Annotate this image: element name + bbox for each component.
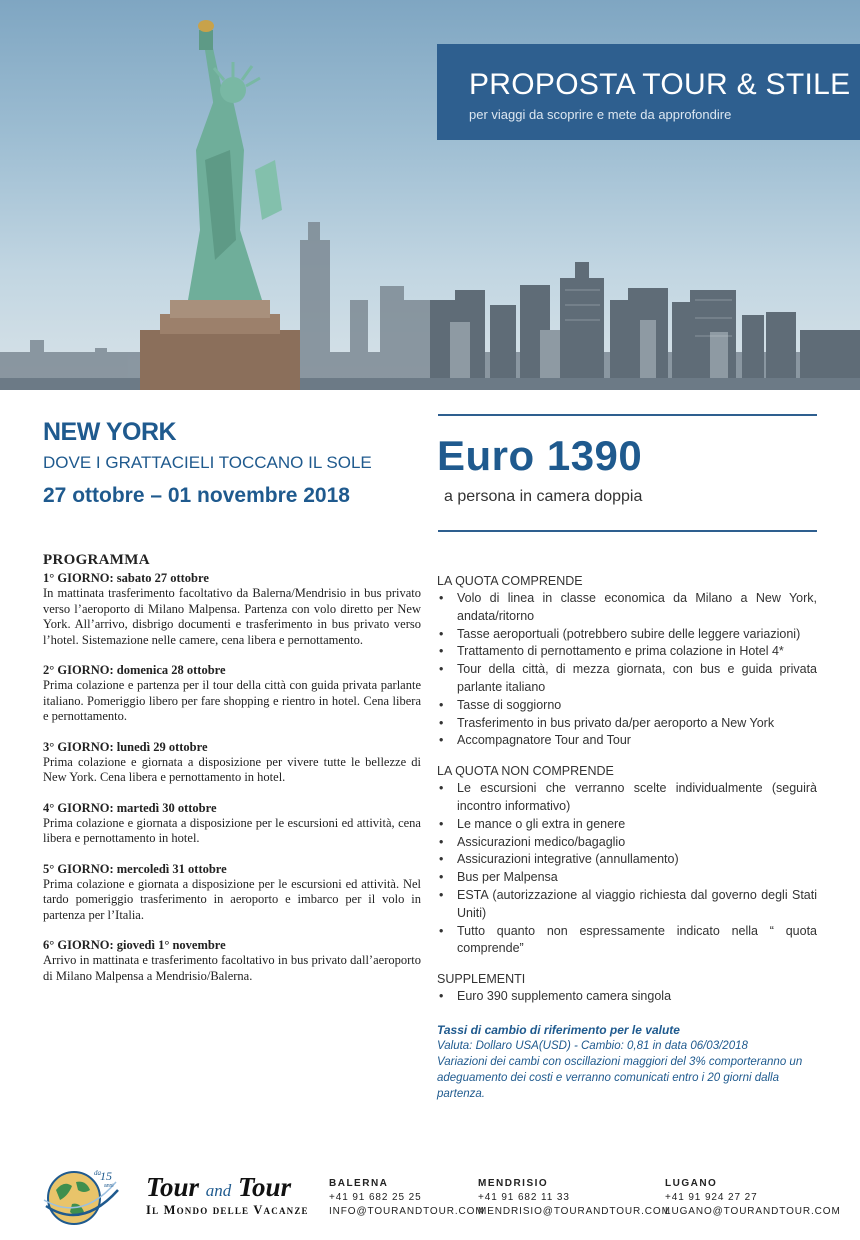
program-day bbox=[43, 801, 421, 847]
office-balerna bbox=[329, 1177, 485, 1219]
includes-item: • Volo di linea in classe economica da Milano a New York, andata/ritorno bbox=[437, 590, 817, 626]
program-day bbox=[43, 862, 421, 924]
office-email[interactable]: LUGANO@TOURANDTOUR.COM bbox=[665, 1206, 841, 1217]
office-lugano bbox=[665, 1177, 841, 1219]
includes-item: • Accompagnatore Tour and Tour bbox=[437, 732, 817, 750]
globe-logo-icon bbox=[42, 1160, 122, 1228]
brand-slogan: Il Mondo delle Vacanze bbox=[146, 1203, 309, 1217]
day-text: In mattinata trasferimento facoltativo da Balerna/Mendrisio in bus privato verso l’aeroporto di Milano Malpensa. Partenza con volo diretto per New York. All’arrivo, disbrigo documenti e trasferimento in bus privato verso l’hotel. Sistemazione nelle camere, cena libera e pernottamento. bbox=[43, 586, 421, 647]
exchange-rate-line: Valuta: Dollaro USA(USD) - Cambio: 0,81 in data 06/03/2018 bbox=[437, 1039, 748, 1052]
brand-word-1: Tour bbox=[146, 1172, 200, 1202]
excludes-item: • Assicurazioni integrative (annullamento) bbox=[437, 851, 817, 869]
travel-dates: 27 ottobre – 01 novembre 2018 bbox=[43, 484, 350, 507]
banner-title: PROPOSTA TOUR & STILE bbox=[469, 68, 851, 101]
includes-title: LA QUOTA COMPRENDE bbox=[437, 574, 583, 588]
day-text: Arrivo in mattinata e trasferimento facoltativo in bus privato dall’aeroporto di Milano Malpensa a Mendrisio/Balerna. bbox=[43, 953, 421, 983]
title-banner bbox=[437, 44, 860, 140]
office-email[interactable]: INFO@TOURANDTOUR.COM bbox=[329, 1206, 485, 1217]
exchange-rates-title: Tassi di cambio di riferimento per le valute bbox=[437, 1022, 680, 1037]
day-title: 2° GIORNO: domenica 28 ottobre bbox=[43, 663, 226, 677]
day-text: Prima colazione e giornata a disposizione per le escursioni ed attività, cena libera e pernottamento in hotel. bbox=[43, 815, 421, 845]
office-name: MENDRISIO bbox=[478, 1178, 549, 1189]
includes-item: • Trasferimento in bus privato da/per aeroporto a New York bbox=[437, 715, 817, 733]
program-day bbox=[43, 938, 421, 984]
office-email[interactable]: MENDRISIO@TOURANDTOUR.COM bbox=[478, 1206, 671, 1217]
includes-item: • Tasse aeroportuali (potrebbero subire delle leggere variazioni) bbox=[437, 626, 817, 644]
exchange-rate-disclaimer: Variazioni dei cambi con oscillazioni maggiori del 3% comporteranno un adeguamento dei costi e verranno comunicati entro i 20 giorni dalla partenza. bbox=[437, 1055, 803, 1100]
price-amount: Euro 1390 bbox=[437, 432, 643, 479]
hero-image bbox=[0, 0, 860, 390]
excludes-item: • Assicurazioni medico/bagaglio bbox=[437, 834, 817, 852]
excludes-item: • Le mance o gli extra in genere bbox=[437, 816, 817, 834]
includes-item: • Tour della città, di mezza giornata, con bus e guida privata parlante italiano bbox=[437, 661, 817, 697]
badge-top: da bbox=[94, 1169, 101, 1177]
excludes-item: • ESTA (autorizzazione al viaggio richiesta dal governo degli Stati Uniti) bbox=[437, 887, 817, 923]
brand-logo-text bbox=[146, 1172, 291, 1203]
excludes-list bbox=[437, 780, 817, 958]
office-phone: +41 91 924 27 27 bbox=[665, 1192, 758, 1203]
supplements-item: • Euro 390 supplemento camera singola bbox=[437, 988, 817, 1006]
badge-number: 15 bbox=[100, 1169, 112, 1183]
program-day bbox=[43, 740, 421, 786]
destination-title: NEW YORK bbox=[43, 418, 177, 446]
excludes-item: • Le escursioni che verranno scelte individualmente (seguirà incontro informativo) bbox=[437, 780, 817, 816]
brand-word-2: Tour bbox=[238, 1172, 292, 1202]
excludes-item: • Tutto quanto non espressamente indicato nella “ quota comprende” bbox=[437, 923, 817, 959]
day-title: 6° GIORNO: giovedì 1° novembre bbox=[43, 938, 226, 952]
program-section bbox=[43, 552, 421, 999]
badge-bottom: anni bbox=[104, 1183, 114, 1189]
day-title: 4° GIORNO: martedì 30 ottobre bbox=[43, 800, 217, 815]
includes-list bbox=[437, 590, 817, 750]
day-text: Prima colazione e giornata a disposizione per le escursioni ed attività. Nel tardo pomeriggio trasferimento in aeroporto e imbarco per il volo in partenza per l’Italia. bbox=[43, 876, 421, 922]
day-title: 3° GIORNO: lunedì 29 ottobre bbox=[43, 739, 208, 754]
exchange-rates-note bbox=[437, 1022, 817, 1102]
brand-word-and: and bbox=[205, 1181, 232, 1200]
includes-item: • Trattamento di pernottamento e prima colazione in Hotel 4* bbox=[437, 643, 817, 661]
quote-details bbox=[437, 572, 817, 1102]
program-day bbox=[43, 571, 421, 648]
price-bottom-divider bbox=[438, 530, 817, 532]
program-day bbox=[43, 663, 421, 725]
excludes-item: • Bus per Malpensa bbox=[437, 869, 817, 887]
price-top-divider bbox=[438, 414, 817, 416]
supplements-title: SUPPLEMENTI bbox=[437, 972, 526, 987]
office-name: BALERNA bbox=[329, 1178, 389, 1189]
office-name: LUGANO bbox=[665, 1178, 718, 1189]
day-title: 5° GIORNO: mercoledì 31 ottobre bbox=[43, 861, 227, 876]
destination-tagline: DOVE I GRATTACIELI TOCCANO IL SOLE bbox=[43, 453, 372, 472]
program-title: PROGRAMMA bbox=[43, 552, 150, 568]
day-text: Prima colazione e giornata a disposizione per vivere tutte le bellezze di New York. Cena libera e pernottamento in hotel. bbox=[43, 754, 421, 784]
office-phone: +41 91 682 11 33 bbox=[478, 1192, 570, 1203]
day-text: Prima colazione e partenza per il tour della città con guida privata parlante italiano. Pomeriggio libero per fare shopping e rientro in hotel. Cena libera e pernottamento. bbox=[43, 678, 421, 723]
banner-subtitle: per viaggi da scoprire e mete da approfondire bbox=[469, 107, 732, 122]
includes-item: • Tasse di soggiorno bbox=[437, 697, 817, 715]
office-mendrisio bbox=[478, 1177, 671, 1219]
price-note: a persona in camera doppia bbox=[444, 488, 643, 505]
excludes-title: LA QUOTA NON COMPRENDE bbox=[437, 764, 614, 779]
supplements-list bbox=[437, 988, 817, 1006]
office-phone: +41 91 682 25 25 bbox=[329, 1192, 422, 1203]
day-title: 1° GIORNO: sabato 27 ottobre bbox=[43, 571, 209, 585]
